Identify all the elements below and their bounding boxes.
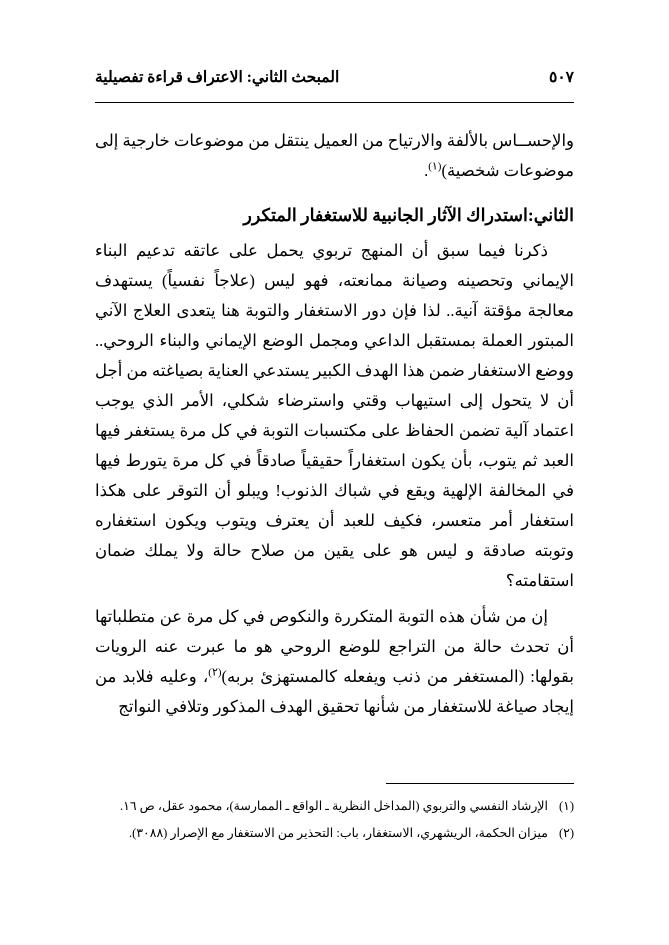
footnote-marker-2: (٢) (208, 666, 222, 679)
footnote-item (95, 821, 574, 845)
footnote-list (95, 794, 574, 848)
paragraph-1-end: . (424, 161, 429, 180)
page-body (95, 126, 574, 728)
footnote-number: (١) (558, 799, 574, 813)
paragraph-3 (95, 602, 574, 722)
paragraph-1-text: والإحســاس بالألفة والارتياح من العميل ينتقل من موضوعات خارجية إلى موضوعات شخصية) (95, 131, 574, 180)
footnote-marker-1: (١) (428, 160, 442, 173)
footnote-item (95, 794, 574, 818)
paragraph-3-text-b: ، وعليه فلابد من إيجاد صياغة للاستغفار من شأنها تحقيق الهدف المذكور وتلافي النواتج (95, 667, 574, 716)
header-divider (95, 102, 574, 103)
footnote-text: ميزان الحكمة، الريشهري، الاستغفار، باب: التحذير من الاستغفار مع الإصرار (٣٠٨٨). (129, 826, 548, 840)
header-title: المبحث الثاني: الاعتراف قراءة تفصيلية (95, 69, 340, 86)
footnote-number: (٢) (558, 826, 574, 840)
section-subheading: الثاني:استدراك الآثار الجانبية للاستغفار المتكرر (243, 205, 574, 225)
paragraph-3-text-a: إن من شأن هذه التوبة المتكررة والنكوص في كل مرة عن متطلباتها أن تحدث حالة من التراجع للوضع الروحي هو ما عبرت عنه الرويات بقولها: (المستغفر من ذنب ويفعله كالمستهزئ بربه) (95, 607, 574, 686)
paragraph-2: ذكرنا فيما سبق أن المنهج تربوي يحمل على عاتقه تدعيم البناء الإيماني وتحصينه وصيانة ممانعته، فهو ليس (علاجاً نفسياً) يستهدف معالجة مؤقتة آنية.. لذا فإن دور الاستغفار والتوبة هنا يتعدى العلاج الآني المبتور العملة بمستقبل الداعي ومجمل الوضع الإيماني والبناء الروحي.. ووضع الاستغفار ضمن هذا الهدف الكبير يستدعي العناية بصياغته من أجل أن لا يتحول إلى استيهاب وقتي واسترضاء شكلي، الأمر الذي يوجب اعتماد آلية تضمن الحفاظ على مكتسبات التوبة في كل مرة يستغفر فيها العبد ثم يتوب، بأن يكون استغفاراً حقيقياً صادقاً في كل مرة يتورط فيها في المخالفة الإلهية ويقع في شباك الذنوب! ويبلو أن التوقر على هكذا استغفار أمر متعسر، فكيف للعبد أن يعترف ويتوب ويكون استغفاره وتوبته صادقة و ليس هو على يقين من صلاح حالة ولا يملك ضمان استقامته؟ (95, 241, 574, 590)
footnote-divider (386, 783, 574, 784)
page-number: ٥٠٧ (549, 69, 574, 86)
paragraph-1 (95, 126, 574, 186)
page-header (95, 68, 574, 87)
footnote-text: الإرشاد النفسي والتربوي (المداخل النظرية ـ الواقع ـ الممارسة)، محمود عقل، ص ١٦. (119, 799, 548, 813)
